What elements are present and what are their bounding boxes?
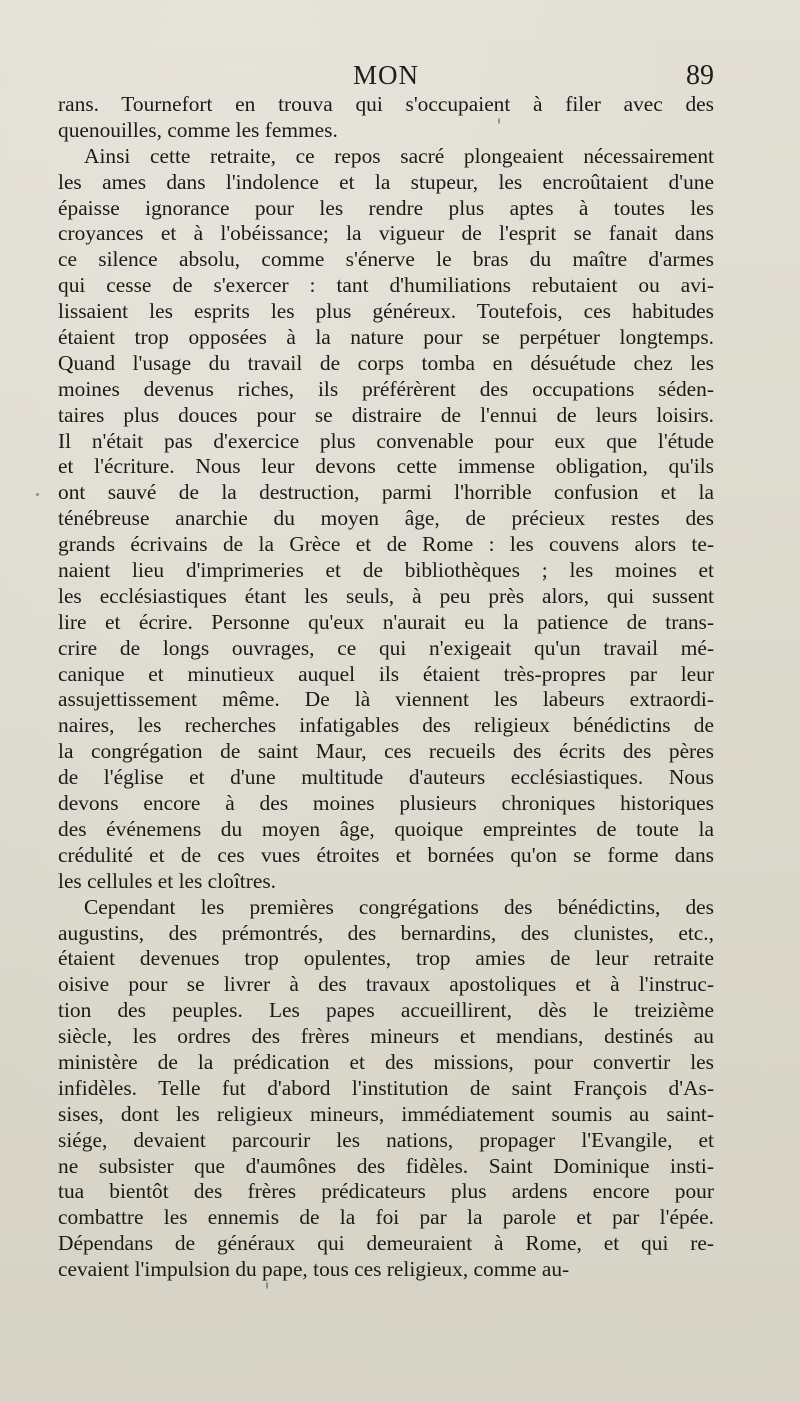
text-line: grands écrivains de la Grèce et de Rome : les couvens alors te- bbox=[58, 532, 714, 557]
text-line: croyances et à l'obéissance; la vigueur de l'esprit se fanait dans bbox=[58, 221, 714, 246]
text-line: de l'église et d'une multitude d'auteurs ecclésiastiques. Nous bbox=[58, 765, 714, 790]
text-line: rans. Tournefort en trouva qui s'occupaient à filer avec des bbox=[58, 92, 714, 116]
text-line: ténébreuse anarchie du moyen âge, de précieux restes des bbox=[58, 506, 714, 531]
text-line: canique et minutieux auquel ils étaient très-propres par leur bbox=[58, 661, 714, 686]
text-line: siége, devaient parcourir les nations, propager l'Evangile, et bbox=[58, 1127, 714, 1152]
text-line: ce silence absolu, comme s'énerve le bras du maître d'armes bbox=[58, 247, 714, 272]
text-line: crire de longs ouvrages, ce qui n'exigeait qu'un travail mé- bbox=[58, 635, 714, 660]
text-line: siècle, les ordres des frères mineurs et mendians, destinés au bbox=[58, 1024, 714, 1049]
text-line: étaient trop opposées à la nature pour se perpétuer longtemps. bbox=[58, 325, 714, 350]
text-line: la congrégation de saint Maur, ces recueils des écrits des pères bbox=[58, 739, 714, 764]
text-line: lissaient les esprits les plus généreux. Toutefois, ces habitudes bbox=[58, 299, 714, 324]
text-line: lire et écrire. Personne qu'eux n'aurait eu la patience de trans- bbox=[58, 609, 714, 634]
text-line: qui cesse de s'exercer : tant d'humiliations rebutaient ou avi- bbox=[58, 273, 714, 298]
text-line: les ames dans l'indolence et la stupeur, les encroûtaient d'une bbox=[58, 169, 714, 194]
text-line: cevaient l'impulsion du pape, tous ces religieux, comme au- bbox=[58, 1257, 570, 1282]
text-line: Il n'était pas d'exercice plus convenable pour eux que l'étude bbox=[58, 428, 714, 453]
text-line: les ecclésiastiques étant les seuls, à peu près alors, qui sussent bbox=[58, 583, 714, 608]
ink-speck bbox=[498, 118, 500, 124]
text-line: des événemens du moyen âge, quoique empreintes de toute la bbox=[58, 816, 714, 841]
text-line: les cellules et les cloîtres. bbox=[58, 868, 276, 893]
text-line: Ainsi cette retraite, ce repos sacré plongeaient nécessairement bbox=[84, 143, 714, 168]
body-text bbox=[58, 92, 714, 1283]
text-line: oisive pour se livrer à des travaux apostoliques et à l'instruc- bbox=[58, 972, 714, 997]
text-line: combattre les ennemis de la foi par la parole et par l'épée. bbox=[58, 1205, 714, 1230]
text-line: naient lieu d'imprimeries et de bibliothèques ; les moines et bbox=[58, 558, 714, 583]
text-line: ministère de la prédication et des missions, pour convertir les bbox=[58, 1049, 714, 1074]
text-line: moines devenus riches, ils préférèrent des occupations séden- bbox=[58, 376, 714, 401]
ink-speck bbox=[266, 1282, 268, 1289]
paragraph bbox=[58, 92, 714, 144]
text-line: quenouilles, comme les femmes. bbox=[58, 117, 338, 142]
text-line: infidèles. Telle fut d'abord l'institution de saint François d'As- bbox=[58, 1075, 714, 1100]
text-line: crédulité et de ces vues étroites et bornées qu'on se forme dans bbox=[58, 842, 714, 867]
text-line: devons encore à des moines plusieurs chroniques historiques bbox=[58, 791, 714, 816]
text-line: Quand l'usage du travail de corps tomba en désuétude chez les bbox=[58, 350, 714, 375]
text-line: sises, dont les religieux mineurs, immédiatement soumis au saint- bbox=[58, 1101, 714, 1126]
text-line: augustins, des prémontrés, des bernardins, des clunistes, etc., bbox=[58, 920, 714, 945]
text-line: taires plus douces pour se distraire de l'ennui de leurs loisirs. bbox=[58, 402, 714, 427]
paragraph bbox=[58, 144, 714, 895]
text-line: et l'écriture. Nous leur devons cette immense obligation, qu'ils bbox=[58, 454, 714, 479]
page-number: 89 bbox=[686, 60, 714, 91]
ink-speck bbox=[36, 493, 39, 496]
text-line: tion des peuples. Les papes accueillirent, dès le treizième bbox=[58, 998, 714, 1023]
text-line: ne subsister que d'aumônes des fidèles. Saint Dominique insti- bbox=[58, 1153, 714, 1178]
text-line: étaient devenues trop opulentes, trop amies de leur retraite bbox=[58, 946, 714, 971]
text-line: ont sauvé de la destruction, parmi l'horrible confusion et la bbox=[58, 480, 714, 505]
text-line: épaisse ignorance pour les rendre plus aptes à toutes les bbox=[58, 195, 714, 220]
text-line: assujettissement même. De là viennent les labeurs extraordi- bbox=[58, 687, 714, 712]
text-line: tua bientôt des frères prédicateurs plus ardens encore pour bbox=[58, 1179, 714, 1204]
running-head: MON bbox=[352, 60, 419, 90]
text-line: naires, les recherches infatigables des religieux bénédictins de bbox=[58, 713, 714, 738]
paragraph bbox=[58, 895, 714, 1283]
text-line: Cependant les premières congrégations des bénédictins, des bbox=[84, 894, 714, 919]
text-line: Dépendans de généraux qui demeuraient à Rome, et qui re- bbox=[58, 1231, 714, 1256]
